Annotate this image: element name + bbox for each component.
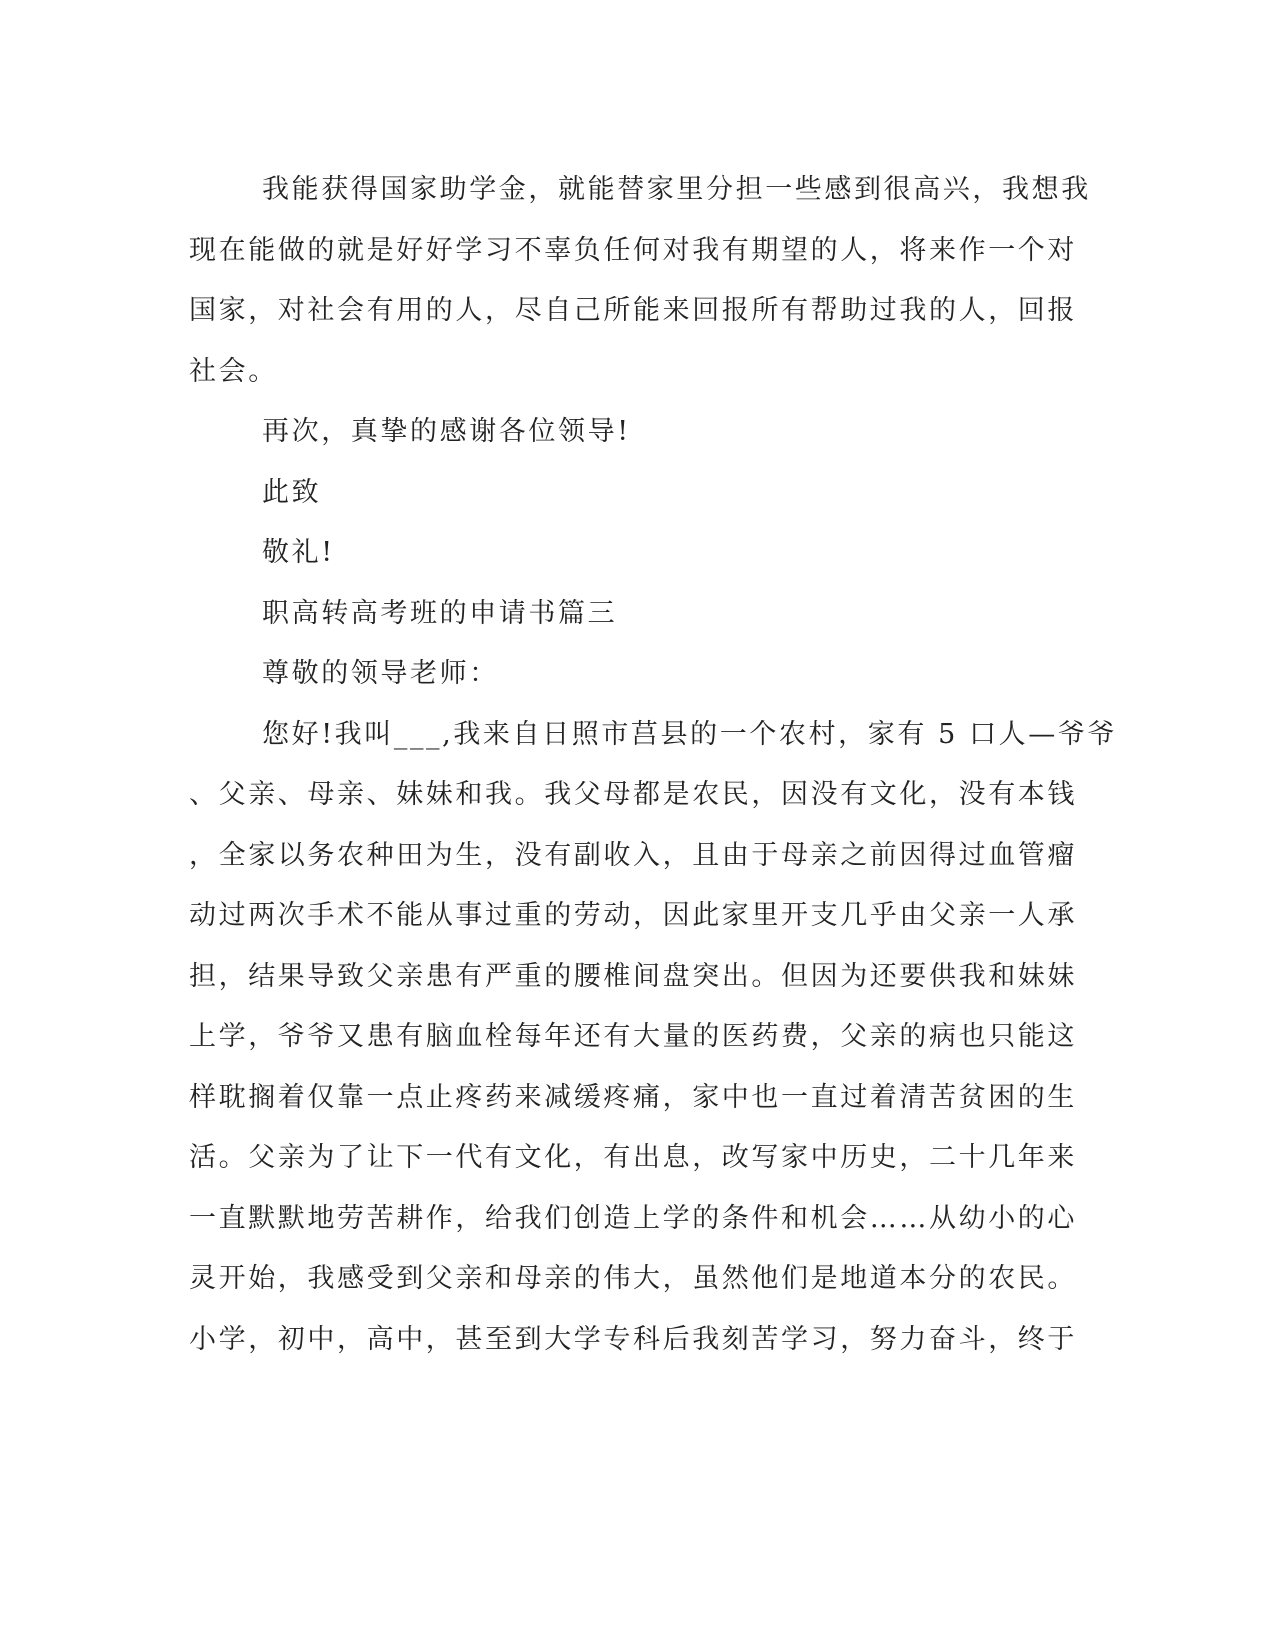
text-line: 动过两次手术不能从事过重的劳动，因此家里开支几乎由父亲一人承 [189,900,1077,931]
text-line: ，全家以务农种田为生，没有副收入，且由于母亲之前因得过血管瘤 [189,839,1077,871]
text-line: 上学，爷爷又患有脑血栓每年还有大量的医药费，父亲的病也只能这 [189,1021,1077,1052]
document-body [189,160,1118,1370]
greeting: 尊敬的领导老师： [262,658,499,689]
text-line: 、父亲、母亲、妹妹和我。我父母都是农民，因没有文化，没有本钱 [189,779,1077,810]
text-line: 一直默默地劳苦耕作，给我们创造上学的条件和机会……从幼小的心 [189,1202,1077,1234]
closing-regards: 敬礼! [262,537,335,568]
text-line: 活。父亲为了让下一代有文化，有出息，改写家中历史，二十几年来 [189,1142,1077,1173]
text-line: 样耽搁着仅靠一点止疼药来减缓疼痛，家中也一直过着清苦贫困的生 [189,1081,1077,1113]
text-line: 您好!我叫___,我来自日照市莒县的一个农村，家有 5 口人—爷爷 [262,718,1118,750]
text-line: 现在能做的就是好好学习不辜负任何对我有期望的人，将来作一个对 [189,234,1077,266]
section-heading: 职高转高考班的申请书篇三 [262,597,618,629]
text-line: 小学，初中，高中，甚至到大学专科后我刻苦学习，努力奋斗，终于 [189,1323,1077,1355]
text-line: 灵开始，我感受到父亲和母亲的伟大，虽然他们是地道本分的农民。 [189,1263,1077,1294]
text-line: 国家，对社会有用的人，尽自己所能来回报所有帮助过我的人，回报 [189,295,1077,326]
text-line: 社会。 [189,355,278,387]
text-line: 我能获得国家助学金，就能替家里分担一些感到很高兴，我想我 [262,174,1091,205]
closing-salutation: 此致 [262,476,322,508]
text-line: 再次，真挚的感谢各位领导! [262,416,631,447]
text-line: 担，结果导致父亲患有严重的腰椎间盘突出。但因为还要供我和妹妹 [189,960,1077,992]
